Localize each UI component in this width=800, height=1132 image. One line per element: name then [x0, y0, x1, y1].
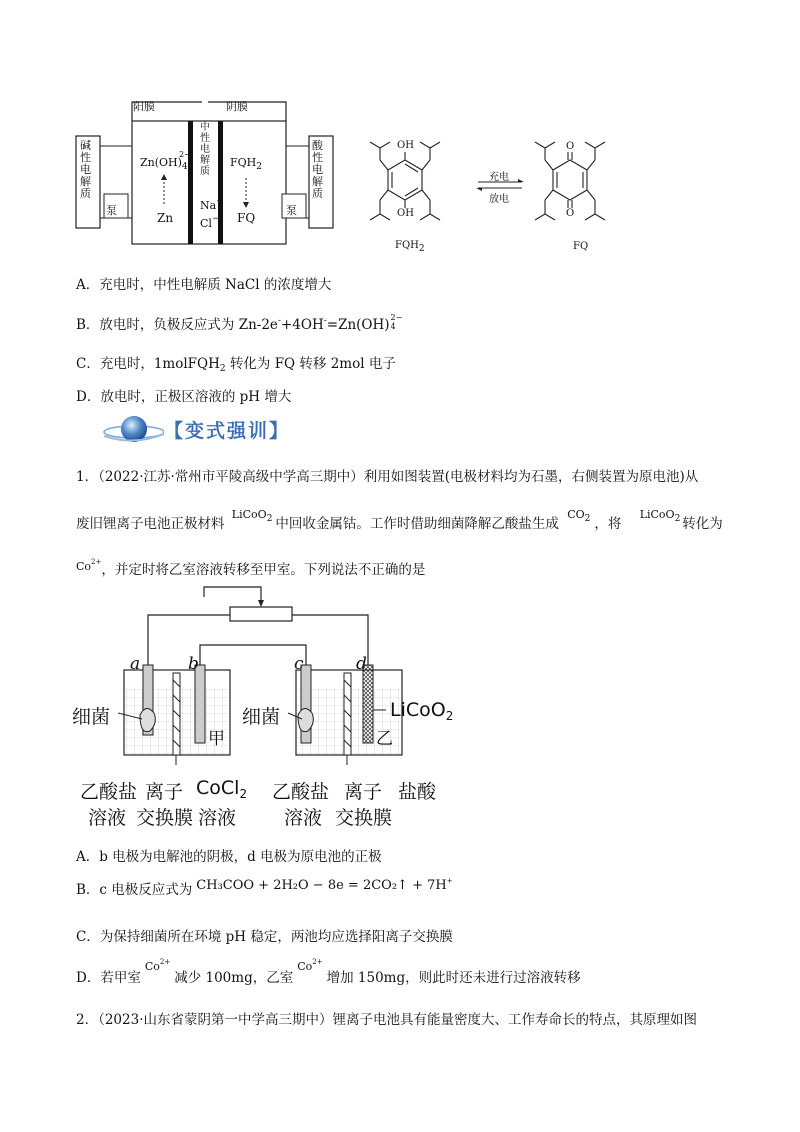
charge-label: 充电 — [489, 172, 509, 183]
yin-mo-label: 阴膜 — [226, 100, 248, 113]
q1-line2: 废旧锂离子电池正极材料 LiCoO$_2$ 中回收金属钴。工作时借助细菌降解乙酸盐生成 $CO_2$ ，将 LiCoO$_2$ 转化为 — [76, 508, 723, 532]
discharge-label: 放电 — [489, 194, 509, 205]
zn-oh-charge: 2− — [179, 150, 191, 159]
zn-label: Zn — [157, 211, 174, 225]
q1-line3: $Co^{2+}$，并定时将乙室溶液转移至甲室。下列说法不正确的是 — [76, 558, 426, 578]
fqh2-label: $FQH_2$ — [230, 156, 262, 172]
cocl2-label-2: 溶液 — [198, 807, 237, 829]
option-b-1: B．放电时，负极反应式为 Zn-2e-+4OH-=Zn(OH) 2− 4 — [76, 313, 403, 333]
option-c-1: C．充电时，1molFQH$_2$ 转化为 FQ 转移 2mol 电子 — [76, 356, 396, 374]
membrane-left-label: 离子 — [145, 781, 184, 803]
right-electrolyte-label: 酸性电解质 — [312, 139, 323, 200]
electrode-a-label: a — [130, 654, 141, 674]
membrane-right-label-2: 交换膜 — [335, 807, 393, 829]
electrode-c-label: c — [294, 654, 304, 674]
fq-label: FQ — [237, 211, 256, 225]
globe-icon — [100, 414, 164, 448]
bacteria-right-label: 细菌 — [242, 706, 281, 728]
middle-electrolyte-label: 中性电解质 — [200, 122, 210, 177]
bacteria-left-label: 细菌 — [72, 706, 111, 728]
yang-mo-label: 阳膜 — [133, 100, 155, 113]
pump-left-label: 泵 — [106, 204, 117, 217]
acetate-right-label-2: 溶液 — [284, 807, 323, 829]
oh-bottom-label: OH — [397, 208, 414, 219]
o-bottom-label: O — [566, 208, 575, 219]
q2-line1: 2．（2023·山东省蒙阴第一中学高三期中）锂离子电池具有能量密度大、工作寿命长的特点，其原理如图 — [76, 1012, 697, 1028]
electrolysis-apparatus-diagram — [118, 585, 408, 765]
option-a-2: A．b 电极为电解池的阴极，d 电极为原电池的正极 — [76, 849, 382, 865]
o-top-label: O — [566, 141, 575, 152]
hcl-label: 盐酸 — [398, 781, 437, 803]
electrode-d-label: d — [356, 654, 367, 674]
option-d-1: D．放电时，正极区溶液的 pH 增大 — [76, 389, 292, 405]
licoo2-label: LiCoO$_2$ — [390, 699, 454, 723]
oh-top-label: OH — [397, 140, 414, 151]
option-a-1: A．充电时，中性电解质 NaCl 的浓度增大 — [76, 277, 332, 293]
banner-title: 【变式强训】 — [164, 420, 291, 442]
q1-line1: 1．（2022·江苏·常州市平陵高级中学高三期中）利用如图装置(电极材料均为石墨，右侧装置为原电池)从 — [76, 469, 699, 485]
fqh2-structure-label: FQH2 — [395, 240, 425, 254]
acetate-right-label: 乙酸盐 — [272, 781, 330, 803]
pump-right-label: 泵 — [286, 204, 297, 217]
cocl2-label: CoCl$_2$ — [196, 777, 248, 801]
electrode-b-label: b — [188, 654, 199, 674]
option-b-2: B．c 电极反应式为 CH₃COO + 2H₂O − 8e = 2CO₂↑ + 7H+ — [76, 877, 453, 898]
option-d-2: D．若甲室$Co^{2+}$减少 100mg，乙室$Co^{2+}$增加 150mg，则此时还未进行过溶液转移 — [76, 958, 581, 986]
membrane-right-label: 离子 — [344, 781, 383, 803]
acetate-left-label-2: 溶液 — [88, 807, 127, 829]
left-electrolyte-label: 碱性电解质 — [80, 139, 91, 200]
zn-oh-label: $Zn(OH)_4$ — [140, 156, 188, 172]
chamber-jia-label: 甲 — [208, 729, 225, 749]
na-label: Na+ — [200, 196, 224, 212]
acetate-left-label: 乙酸盐 — [80, 781, 138, 803]
option-c-2: C．为保持细菌所在环境 pH 稳定，两池均应选择阳离子交换膜 — [76, 929, 453, 945]
cl-label: Cl− — [200, 214, 220, 230]
membrane-left-label-2: 交换膜 — [136, 807, 194, 829]
chamber-yi-label: 乙 — [376, 729, 393, 749]
fq-structure-label: FQ — [573, 241, 589, 252]
